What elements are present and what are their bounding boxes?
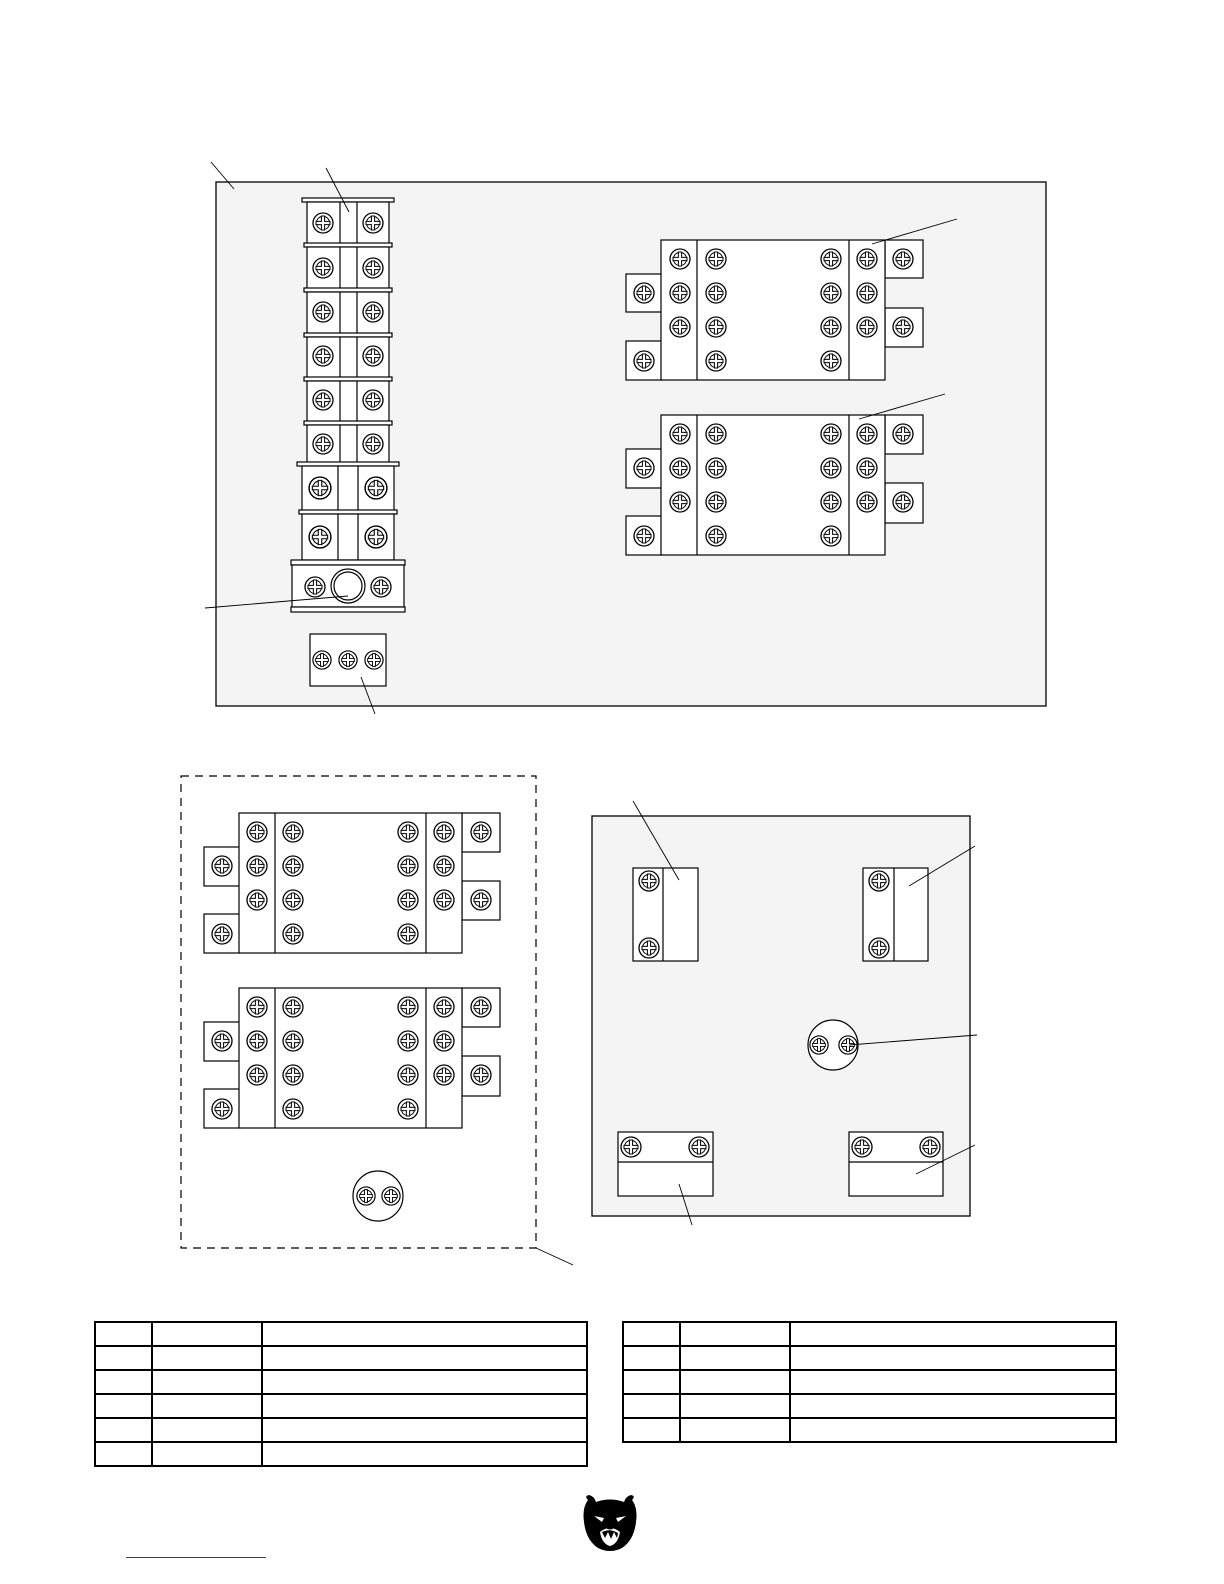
table-cell: [152, 1418, 262, 1442]
table-cell: [680, 1370, 790, 1394]
table-cell: [623, 1418, 680, 1442]
table-row: [623, 1370, 1116, 1394]
contactor-enclosure-lower: [204, 988, 500, 1128]
table-cell: [262, 1394, 587, 1418]
terminal-block-section: [304, 243, 392, 289]
table-row: [95, 1370, 587, 1394]
table-cell: [152, 1394, 262, 1418]
table-cell: [790, 1322, 1116, 1346]
bear-head-icon: [580, 1494, 640, 1554]
bottom-terminal-right: [849, 1132, 943, 1196]
table-cell: [623, 1346, 680, 1370]
terminal-block-section: [304, 377, 392, 423]
table-cell: [95, 1394, 152, 1418]
bottom-terminal-left: [618, 1132, 713, 1196]
contactor-enclosure-upper: [204, 813, 500, 953]
table-cell: [95, 1346, 152, 1370]
terminal-block-section: [304, 421, 392, 465]
table-cell: [623, 1394, 680, 1418]
table-cell: [790, 1346, 1116, 1370]
table-cell: [152, 1442, 262, 1466]
table-row: [95, 1322, 587, 1346]
table-row: [95, 1442, 587, 1466]
table-cell: [680, 1394, 790, 1418]
table-cell: [152, 1370, 262, 1394]
table-cell: [790, 1394, 1116, 1418]
terminal-block-section-large: [297, 462, 399, 512]
table-cell: [95, 1370, 152, 1394]
contactor-upper: [626, 240, 923, 380]
table-row: [623, 1418, 1116, 1442]
terminal-block-section: [304, 288, 392, 334]
terminal-block-section: [302, 198, 394, 244]
terminal-block-section-large: [299, 510, 397, 560]
table-cell: [790, 1418, 1116, 1442]
table-cell: [262, 1442, 587, 1466]
table-cell: [790, 1370, 1116, 1394]
footer-link-underline[interactable]: [126, 1557, 266, 1558]
table-cell: [262, 1322, 587, 1346]
table-cell: [95, 1322, 152, 1346]
parts-table-left: [94, 1321, 588, 1467]
table-cell: [680, 1322, 790, 1346]
table-cell: [262, 1370, 587, 1394]
table-cell: [680, 1418, 790, 1442]
table-row: [95, 1418, 587, 1442]
switch-terminal-right: [863, 868, 928, 961]
table-cell: [152, 1346, 262, 1370]
switch-terminal-left: [633, 868, 698, 961]
table-cell: [95, 1418, 152, 1442]
table-cell: [152, 1322, 262, 1346]
round-connector-enclosure: [353, 1171, 403, 1221]
table-cell: [623, 1370, 680, 1394]
table-row: [95, 1394, 587, 1418]
table-row: [623, 1346, 1116, 1370]
terminal-block-section: [304, 333, 392, 379]
table-cell: [262, 1418, 587, 1442]
parts-table-right: [622, 1321, 1117, 1443]
ground-terminal-block: [291, 560, 405, 612]
table-cell: [95, 1442, 152, 1466]
contactor-lower: [626, 415, 923, 555]
table-cell: [623, 1322, 680, 1346]
table-cell: [262, 1346, 587, 1370]
table-row: [623, 1394, 1116, 1418]
table-cell: [680, 1346, 790, 1370]
table-row: [623, 1322, 1116, 1346]
three-screw-terminal: [310, 634, 386, 686]
terminal-block-strip: [291, 198, 405, 612]
table-row: [95, 1346, 587, 1370]
